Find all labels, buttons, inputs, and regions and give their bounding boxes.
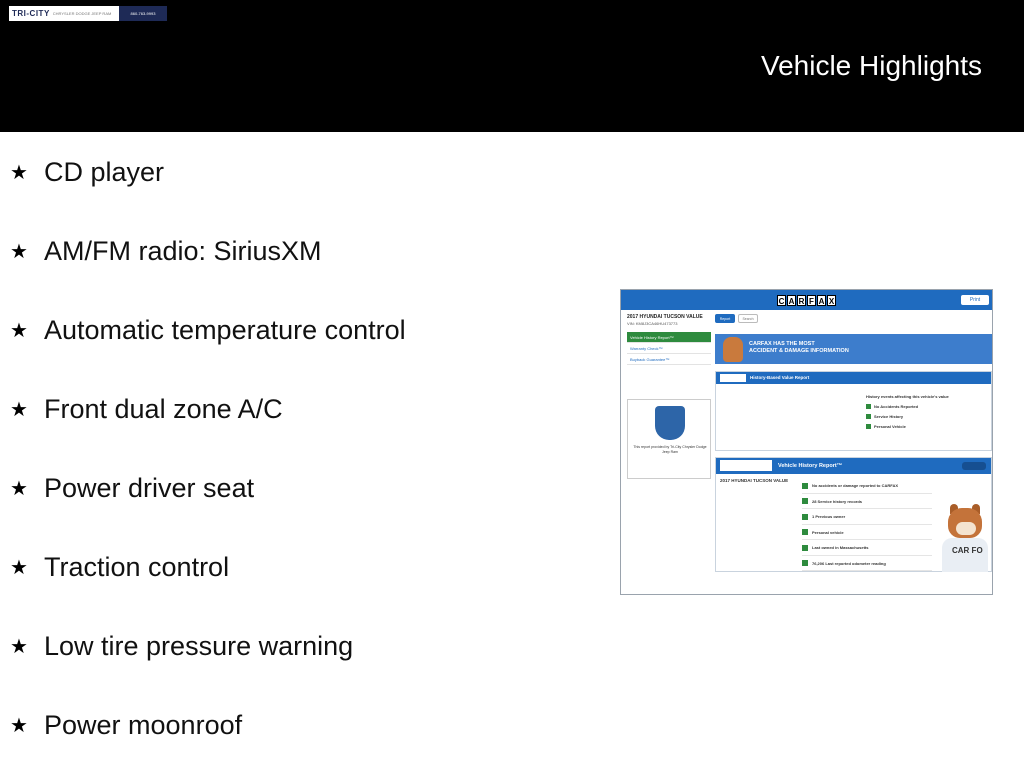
check-icon [866, 404, 871, 409]
vhr-vehicle-title: 2017 HYUNDAI TUCSON VALUE [720, 478, 789, 483]
star-icon: ★ [10, 240, 28, 263]
dealer-logo [9, 6, 167, 21]
page-title: Vehicle Highlights [760, 50, 982, 81]
fox-muzzle [956, 522, 976, 535]
check-icon [802, 483, 808, 489]
feature-label: Power driver seat [44, 472, 255, 503]
carfax-logo-letter: F [807, 295, 816, 306]
feature-item [10, 703, 242, 747]
feature-item [10, 624, 353, 668]
event-item [866, 402, 986, 412]
section-header [716, 458, 991, 474]
carfax-top-bar [621, 290, 993, 310]
vhr-item [802, 540, 932, 556]
banner-line: CARFAX HAS THE MOST [749, 341, 815, 347]
fox-mascot-icon [723, 337, 743, 362]
feature-label: AM/FM radio: SiriusXM [44, 235, 322, 266]
feature-item [10, 150, 164, 194]
carfax-mini-logo [720, 374, 746, 382]
carfax-logo-letter: X [828, 297, 835, 306]
home-icon [866, 424, 871, 429]
feature-item [10, 308, 406, 352]
vhr-item-label: 28 Service history records [812, 498, 863, 504]
feature-label: Low tire pressure warning [44, 630, 354, 661]
carfax-sidebar [627, 314, 711, 484]
section-header [716, 372, 991, 384]
banner-line: ACCIDENT & DAMAGE INFORMATION [749, 348, 849, 354]
events-heading: History events affecting this vehicle's value [866, 394, 949, 399]
feature-label: Power moonroof [44, 709, 243, 740]
event-label: Personal Vehicle [874, 424, 906, 429]
vhr-item [802, 478, 932, 494]
wrench-icon [802, 498, 808, 504]
star-icon: ★ [10, 556, 28, 579]
vhr-item [802, 494, 932, 510]
carfax-main [715, 314, 992, 594]
section-title: Vehicle History Report™ [778, 463, 843, 469]
event-item [866, 412, 986, 422]
value-report-section [715, 371, 992, 451]
vhr-item [802, 509, 932, 525]
star-icon: ★ [10, 477, 28, 500]
feature-label: Front dual zone A/C [44, 393, 283, 424]
dealer-tagline: CHRYSLER DODGE JEEP RAM [52, 11, 112, 16]
nav-item: Vehicle History Report™ [627, 332, 711, 343]
feature-item [10, 545, 229, 589]
vhr-item-label: 1 Previous owner [812, 514, 846, 519]
feature-item [10, 387, 283, 431]
star-icon: ★ [10, 714, 28, 737]
history-events [866, 392, 986, 432]
nav-item: Warranty Check™ [627, 343, 711, 354]
feature-label: Automatic temperature control [44, 314, 406, 345]
vhr-item-label: No accidents or damage reported to CARFAX [812, 483, 899, 488]
dealer-card-text: This report provided by Tri-City Chrysler Dodge Jeep Ram [633, 445, 707, 454]
wrench-icon [866, 414, 871, 419]
location-icon [802, 545, 808, 551]
section-title: History-Based Value Report [750, 375, 810, 380]
feature-label: Traction control [44, 551, 230, 582]
banner-text [749, 341, 849, 355]
carfax-logo-letter: R [798, 297, 805, 306]
owner-icon [802, 514, 808, 520]
carfax-report-thumbnail[interactable] [620, 289, 993, 595]
star-icon: ★ [10, 635, 28, 658]
dealer-brand: TRI-CITY [12, 9, 50, 18]
feature-item [10, 229, 322, 273]
star-icon: ★ [10, 319, 28, 342]
event-label: Service History [874, 414, 904, 419]
vhr-item [802, 556, 932, 572]
event-item [866, 422, 986, 432]
dealer-badge-card [627, 399, 711, 479]
vhr-item-label: 76,206 Last reported odometer reading [812, 560, 886, 566]
feature-label: CD player [44, 156, 165, 187]
event-label: No Accidents Reported [874, 404, 919, 409]
vhr-item-label: Last owned in Massachusetts [812, 545, 869, 550]
vhr-items [802, 478, 932, 571]
vhr-vehicle-info [720, 478, 798, 483]
vehicle-title: 2017 HYUNDAI TUCSON VALUE [627, 314, 703, 320]
star-icon: ★ [10, 398, 28, 421]
carfax-logo-letter: A [788, 297, 795, 306]
carfax-logo [777, 295, 837, 306]
vhr-item-label: Personal vehicle [812, 529, 844, 535]
home-icon [802, 529, 808, 535]
fox-mascot [938, 508, 990, 572]
vehicle-history-section [715, 457, 992, 572]
carfax-logo-letter: A [818, 297, 825, 306]
feature-item [10, 466, 254, 510]
carfax-mini-logo [720, 460, 772, 471]
tab-report: Report [715, 314, 735, 323]
carfax-promo-banner [715, 334, 992, 364]
dealer-phone: 860-763-9993 [119, 6, 167, 21]
vehicle-vin: VIN: KM8J3CA46HU473773 [627, 321, 678, 326]
carfax-tabs [715, 314, 992, 324]
vhr-item [802, 525, 932, 541]
tab-search: Search [738, 314, 758, 323]
star-icon: ★ [10, 161, 28, 184]
carfax-logo-letter: C [778, 297, 785, 306]
header-banner [0, 0, 1024, 132]
fox-shirt: CAR FO [942, 538, 988, 572]
carfax-nav [627, 332, 711, 365]
odometer-icon [802, 560, 808, 566]
print-button: Print [961, 295, 989, 305]
shield-icon [655, 406, 685, 440]
nav-item: Buyback Guarantee™ [627, 354, 711, 365]
details-button [962, 462, 986, 470]
